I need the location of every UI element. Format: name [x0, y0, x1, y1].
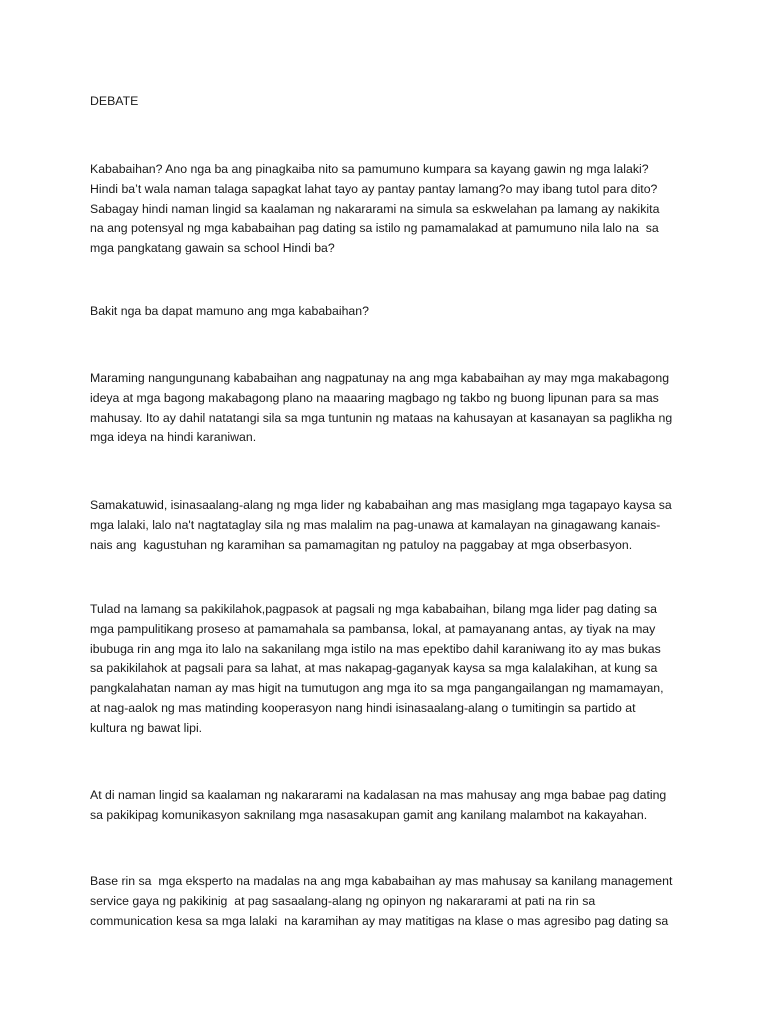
paragraph-advisors [90, 496, 690, 555]
paragraph-communication [90, 786, 690, 826]
paragraph-line: nais ang kagustuhan ng karamihan sa pamamagitan ng patuloy na paggabay at mga obserbasyon. [90, 537, 633, 552]
paragraph-line: Base rin sa mga eksperto na madalas na ang mga kababaihan ay mas mahusay sa kanilang management [90, 874, 673, 888]
paragraph-line: Kababaihan? Ano nga ba ang pinagkaiba nito sa pamumuno kumpara sa kayang gawin ng mga lalaki? [90, 162, 649, 176]
paragraph-line: Samakatuwid, isinasaalang-alang ng mga lider ng kababaihan ang mas masiglang mga tagapayo kaysa sa [90, 498, 672, 512]
paragraph-line: service gaya ng pakikinig at pag sasaalang-alang ng opinyon ng nakararami at pati na rin sa [90, 893, 596, 908]
paragraph-line: na ang potensyal ng mga kababaihan pag dating sa istilo ng pamamalakad at pamumuno nila lalo na sa [90, 221, 659, 236]
paragraph-line: ideya at mga bagong makabagong plano na maaaring magbago ng takbo ng buong lipunan para sa mas [90, 390, 659, 405]
paragraph-line: mga ideya na hindi karaniwan. [90, 430, 257, 445]
paragraph-line: Bakit nga ba dapat mamuno ang mga kababaihan? [90, 304, 369, 318]
paragraph-line: mga pampulitikang proseso at pamamahala sa pambansa, lokal, at pamayanang antas, ay tiyak na may [90, 621, 656, 636]
paragraph-question [90, 302, 690, 322]
paragraph-line: mga pangkatang gawain sa school Hindi ba? [90, 241, 335, 256]
paragraph-experts [90, 872, 690, 931]
paragraph-line: Maraming nangungunang kababaihan ang nagpatunay na ang mga kababaihan ay may mga makabagong [90, 371, 670, 385]
paragraph-line: sa pakikilahok at pagsali para sa lahat, at mas nakapag-gaganyak kaysa sa mga kalalakihan, at kung sa [90, 661, 658, 676]
paragraph-line: at nag-aalok ng mas matinding kooperasyon nang hindi isinasaalang-alang o tumitingin sa partido at [90, 700, 636, 715]
paragraph-participation [90, 600, 690, 739]
paragraph-line: mahusay. Ito ay dahil natatangi sila sa mga tuntunin ng mataas na kahusayan at kasanayan sa paglikha ng [90, 410, 673, 425]
document-heading [90, 92, 690, 112]
paragraph-line: communication kesa sa mga lalaki na karamihan ay may matitigas na klase o mas agresibo pag dating sa [90, 913, 669, 928]
paragraph-line: Hindi ba’t wala naman talaga sapagkat lahat tayo ay pantay pantay lamang?o may ibang tutol para dito? [90, 181, 658, 196]
paragraph-line: Sabagay hindi naman lingid sa kaalaman ng nakararami na simula sa eskwelahan pa lamang ay nakikita [90, 201, 660, 216]
paragraph-innovation [90, 369, 690, 448]
paragraph-intro [90, 160, 690, 259]
paragraph-line: sa pakikipag komunikasyon saknilang mga nasasakupan gamit ang kanilang malambot na kakayahan. [90, 807, 648, 822]
paragraph-line: ibubuga rin ang mga ito lalo na sakanilang mga istilo na mas epektibo dahil karaniwang ito ay mas bukas [90, 641, 661, 656]
paragraph-line: Tulad na lamang sa pakikilahok,pagpasok at pagsali ng mga kababaihan, bilang mga lider pag dating sa [90, 602, 657, 616]
paragraph-line: kultura ng bawat lipi. [90, 720, 203, 735]
heading-text: DEBATE [90, 94, 139, 108]
paragraph-line: pangkalahatan naman ay mas higit na tumutugon ang mga ito sa mga pangangailangan ng mamamayan, [90, 681, 664, 696]
paragraph-line: mga lalaki, lalo na't nagtataglay sila ng mas malalim na pag-unawa at kamalayan na ginagawang kanais- [90, 517, 661, 532]
paragraph-line: At di naman lingid sa kaalaman ng nakararami na kadalasan na mas mahusay ang mga babae pag dating [90, 788, 667, 802]
